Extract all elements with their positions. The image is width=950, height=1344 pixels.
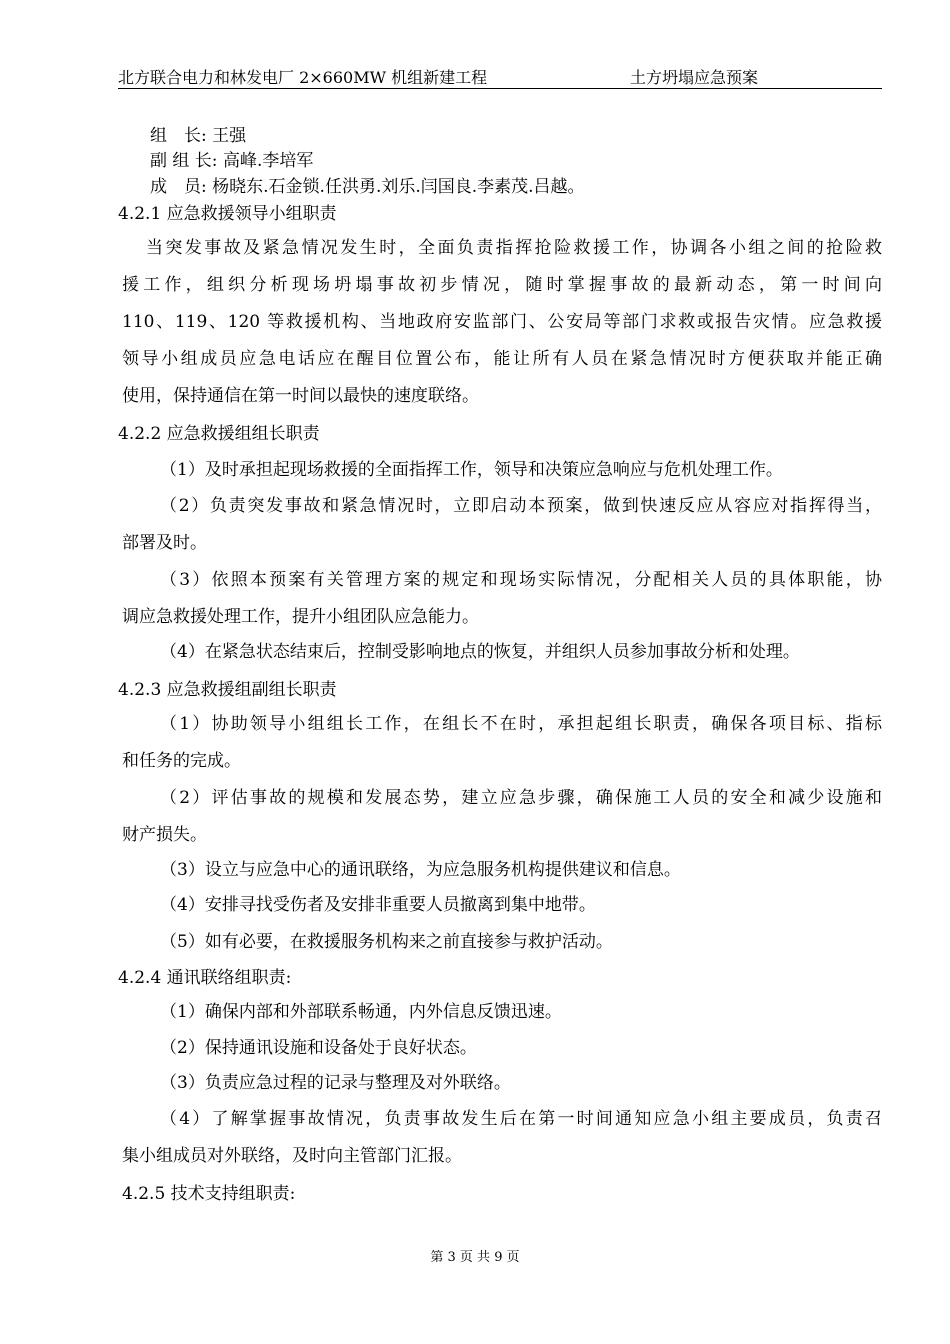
team-deputy-line: 副 组 长: 高峰.李培军 — [150, 151, 314, 171]
list-item: （5）如有必要，在救援服务机构来之前直接参与救护活动。 — [160, 932, 613, 952]
list-item: （2）评估事故的规模和发展态势，建立应急步骤，确保施工人员的安全和减少设施和 — [160, 788, 882, 808]
section-heading-4-2-1: 4.2.1 应急救援领导小组职责 — [118, 204, 337, 224]
paragraph-line: 使用，保持通信在第一时间以最快的速度联络。 — [122, 386, 479, 406]
header-project-name: 北方联合电力和林发电厂 2×660MW 机组新建工程 — [118, 68, 488, 87]
list-item-continuation: 集小组成员对外联络，及时向主管部门汇报。 — [122, 1146, 462, 1166]
paragraph-line: 援工作，组织分析现场坍塌事故初步情况，随时掌握事故的最新动态，第一时间向 — [122, 275, 882, 295]
list-item: （4）在紧急状态结束后，控制受影响地点的恢复，并组织人员参加事故分析和处理。 — [160, 642, 800, 662]
list-item: （3）依照本预案有关管理方案的规定和现场实际情况，分配相关人员的具体职能，协 — [160, 570, 882, 590]
team-members-line: 成 员: 杨晓东.石金锁.任洪勇.刘乐.闫国良.李素茂.吕越。 — [150, 177, 585, 197]
list-item: （2）负责突发事故和紧急情况时，立即启动本预案，做到快速反应从容应对指挥得当， — [160, 496, 882, 516]
list-item: （2）保持通讯设施和设备处于良好状态。 — [160, 1038, 477, 1058]
team-leader-line: 组 长: 王强 — [150, 126, 247, 146]
paragraph-line: 领导小组成员应急电话应在醒目位置公布，能让所有人员在紧急情况时方便获取并能正确 — [122, 349, 882, 369]
header-document-title: 土方坍塌应急预案 — [630, 68, 759, 87]
list-item-continuation: 财产损失。 — [122, 825, 207, 845]
list-item: （3）设立与应急中心的通讯联络，为应急服务机构提供建议和信息。 — [160, 860, 681, 880]
page-number: 第 3 页 共 9 页 — [430, 1250, 520, 1265]
list-item-continuation: 调应急救援处理工作，提升小组团队应急能力。 — [122, 607, 479, 627]
list-item: （1）及时承担起现场救援的全面指挥工作，领导和决策应急响应与危机处理工作。 — [160, 460, 783, 480]
page-footer — [0, 1246, 950, 1265]
section-heading-4-2-3: 4.2.3 应急救援组副组长职责 — [118, 680, 337, 700]
list-item: （4）安排寻找受伤者及安排非重要人员撤离到集中地带。 — [160, 895, 596, 915]
list-item: （3）负责应急过程的记录与整理及对外联络。 — [160, 1073, 511, 1093]
list-item-continuation: 和任务的完成。 — [122, 751, 241, 771]
section-heading-4-2-2: 4.2.2 应急救援组组长职责 — [118, 424, 320, 444]
section-heading-4-2-5: 4.2.5 技术支持组职责: — [122, 1184, 296, 1204]
paragraph-line: 110、119、120 等救援机构、当地政府安监部门、公安局等部门求救或报告灾情。应急救援 — [122, 312, 882, 332]
paragraph-line: 当突发事故及紧急情况发生时，全面负责指挥抢险救援工作，协调各小组之间的抢险救 — [146, 238, 882, 258]
list-item: （1）协助领导小组组长工作，在组长不在时，承担起组长职责，确保各项目标、指标 — [160, 714, 882, 734]
list-item: （1）确保内部和外部联系畅通，内外信息反馈迅速。 — [160, 1002, 562, 1022]
list-item: （4）了解掌握事故情况，负责事故发生后在第一时间通知应急小组主要成员，负责召 — [160, 1109, 882, 1129]
section-heading-4-2-4: 4.2.4 通讯联络组职责: — [118, 968, 292, 988]
page-header — [118, 62, 882, 89]
list-item-continuation: 部署及时。 — [122, 533, 207, 553]
